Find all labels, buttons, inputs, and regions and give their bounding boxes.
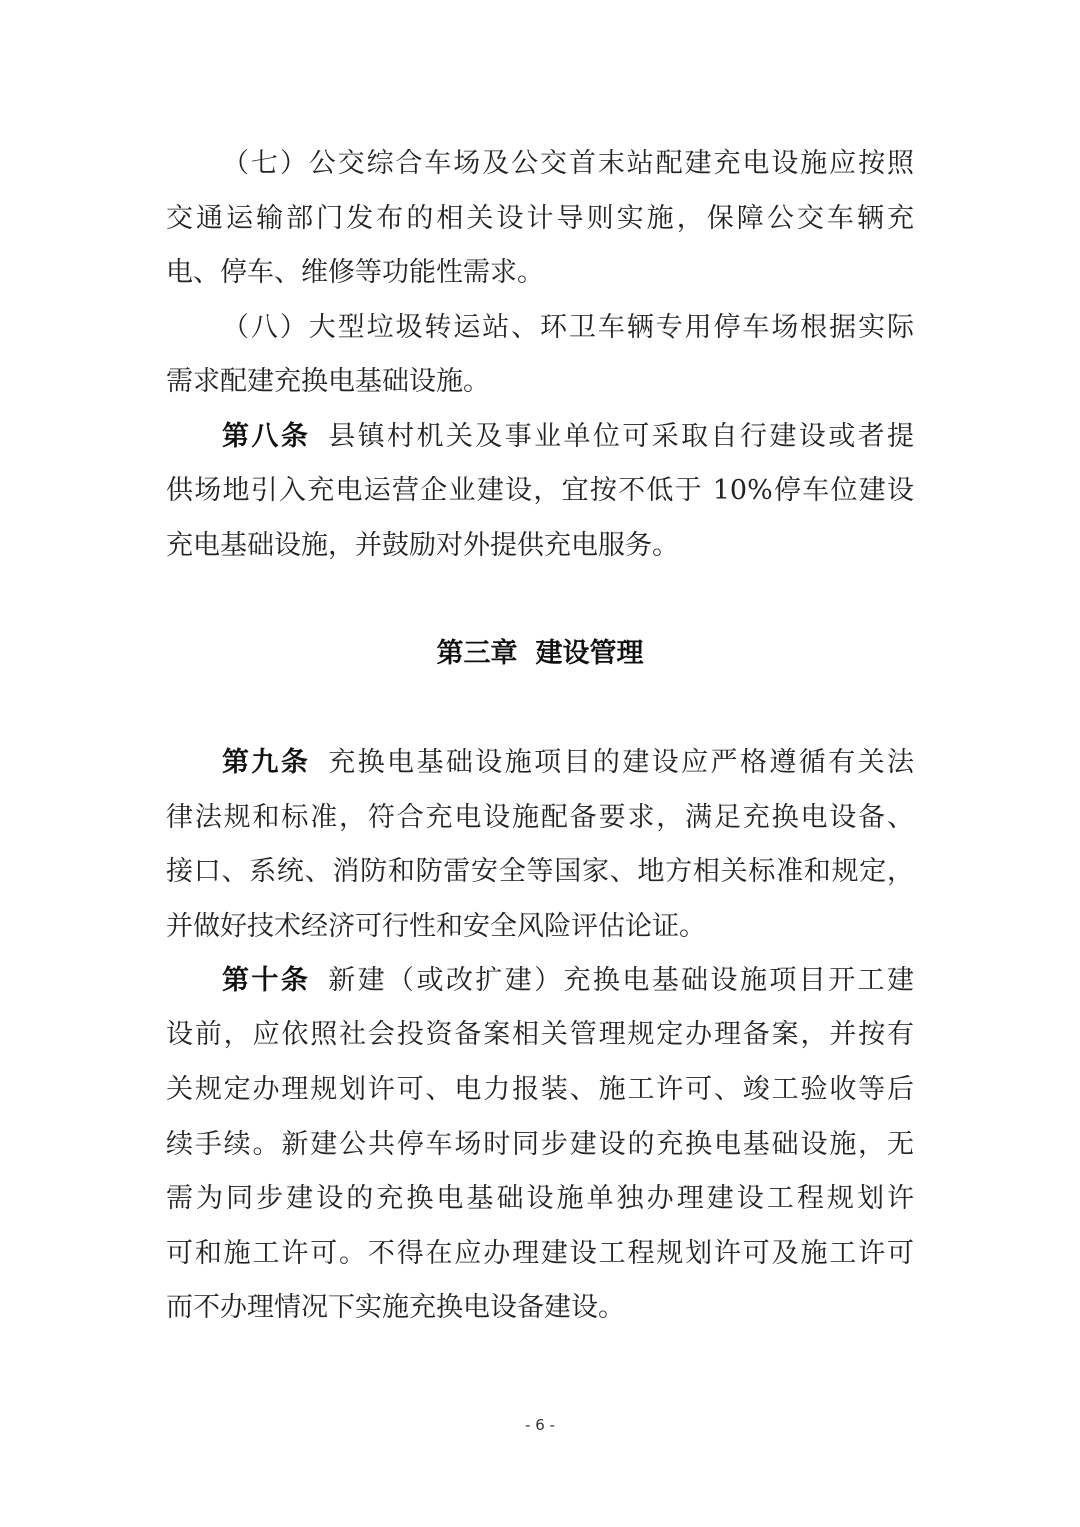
article-9-label: 第九条	[222, 747, 311, 778]
article-9-line-2: 律法规和标准，符合充电设施配备要求，满足充换电设备、	[166, 802, 914, 833]
article-8-line-1	[222, 417, 914, 457]
article-8-line-1-text: 县镇村机关及事业单位可采取自行建设或者提	[328, 421, 915, 452]
article-10-line-1	[222, 961, 914, 1001]
paragraph-7-line-2: 交通运输部门发布的相关设计导则实施，保障公交车辆充	[166, 203, 914, 234]
article-10-line-5: 需为同步建设的充换电基础设施单独办理建设工程规划许	[166, 1183, 914, 1214]
article-10-line-7: 而不办理情况下实施充换电设备建设。	[166, 1292, 625, 1323]
paragraph-8-line-2: 需求配建充换电基础设施。	[166, 366, 490, 397]
article-8-label: 第八条	[222, 421, 311, 452]
article-10-line-1-text: 新建（或改扩建）充换电基础设施项目开工建	[328, 965, 915, 996]
article-10-line-4: 续手续。新建公共停车场时同步建设的充换电基础设施，无	[166, 1129, 914, 1160]
article-10-line-3: 关规定办理规划许可、电力报装、施工许可、竣工验收等后	[166, 1074, 914, 1105]
chapter-title: 建设管理	[535, 638, 644, 669]
paragraph-7-line-3: 电、停车、维修等功能性需求。	[166, 257, 544, 288]
article-10-line-2: 设前，应依照社会投资备案相关管理规定办理备案，并按有	[166, 1019, 914, 1050]
article-9-line-1-text: 充换电基础设施项目的建设应严格遵循有关法	[328, 747, 915, 778]
article-9-line-1	[222, 743, 914, 783]
chapter-heading	[0, 634, 1080, 674]
paragraph-8-line-1: （八）大型垃圾转运站、环卫车辆专用停车场根据实际	[222, 312, 914, 343]
article-10-label: 第十条	[222, 965, 311, 996]
page-number: - 6 -	[525, 1416, 555, 1434]
article-9-line-4: 并做好技术经济可行性和安全风险评估论证。	[166, 911, 706, 942]
chapter-number: 第三章	[436, 638, 518, 669]
paragraph-7-line-1: （七）公交综合车场及公交首末站配建充电设施应按照	[222, 148, 914, 179]
article-8-line-3: 充电基础设施，并鼓励对外提供充电服务。	[166, 530, 679, 561]
article-9-line-3: 接口、系统、消防和防雷安全等国家、地方相关标准和规定，	[166, 856, 914, 887]
article-10-line-6: 可和施工许可。不得在应办理建设工程规划许可及施工许可	[166, 1238, 914, 1269]
article-8-line-2: 供场地引入充电运营企业建设，宜按不低于 10%停车位建设	[166, 475, 914, 506]
